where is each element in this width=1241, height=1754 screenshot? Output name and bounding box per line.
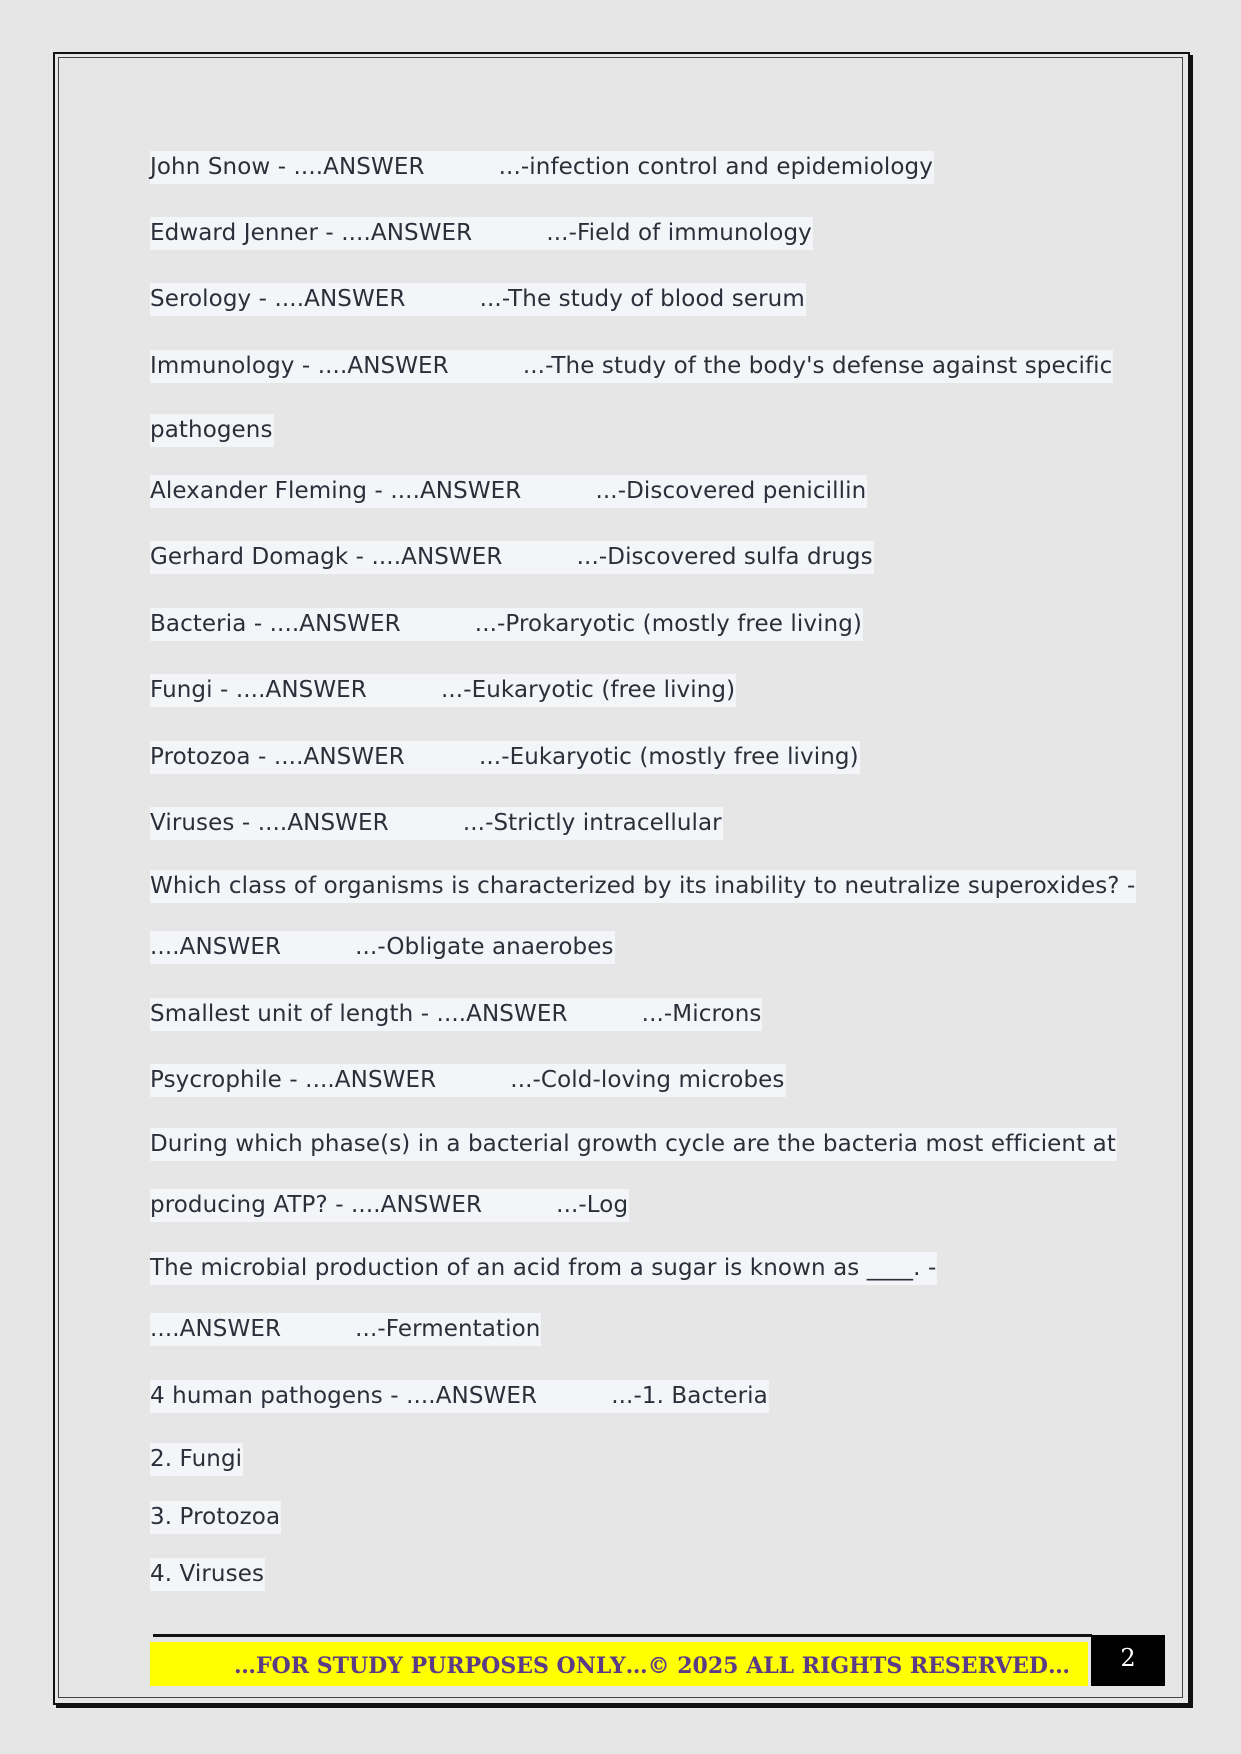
qa-line-serology: Serology - ....ANSWER ...-The study of blood serum [150,283,806,316]
qa-line-psycrophile: Psycrophile - ....ANSWER ...-Cold-loving microbes [150,1064,786,1097]
page-number: 2 [1091,1635,1165,1686]
footer-divider [153,1634,1092,1637]
qa-line-human-pathogens: 4 human pathogens - ....ANSWER ...-1. Bacteria [150,1380,769,1413]
qa-line-viruses: Viruses - ....ANSWER ...-Strictly intracellular [150,807,723,840]
qa-line-edward-jenner: Edward Jenner - ....ANSWER ...-Field of immunology [150,217,813,250]
qa-line-john-snow: John Snow - ....ANSWER ...-infection control and epidemiology [150,151,934,184]
footer-notice: …FOR STUDY PURPOSES ONLY…© 2025 ALL RIGHTS RESERVED… [150,1642,1088,1686]
list-item: 4. Viruses [150,1558,265,1591]
qa-line-smallest-unit: Smallest unit of length - ....ANSWER ...-Microns [150,998,762,1031]
list-item: 2. Fungi [150,1443,243,1476]
qa-line-immunology: Immunology - ....ANSWER ...-The study of the body's defense against specific [150,350,1113,383]
qa-line-growth-cycle-q: During which phase(s) in a bacterial growth cycle are the bacteria most efficient at [150,1128,1117,1161]
qa-line-superoxides-q: Which class of organisms is characterized by its inability to neutralize superoxides? - [150,870,1136,903]
qa-line-protozoa: Protozoa - ....ANSWER ...-Eukaryotic (mostly free living) [150,741,860,774]
qa-line-fungi: Fungi - ....ANSWER ...-Eukaryotic (free living) [150,674,736,707]
list-item: 3. Protozoa [150,1501,281,1534]
qa-line-immunology-cont: pathogens [150,414,274,447]
qa-line-gerhard-domagk: Gerhard Domagk - ....ANSWER ...-Discovered sulfa drugs [150,541,874,574]
qa-line-bacteria: Bacteria - ....ANSWER ...-Prokaryotic (mostly free living) [150,608,863,641]
qa-line-superoxides-a: ....ANSWER ...-Obligate anaerobes [150,931,615,964]
qa-line-alexander-fleming: Alexander Fleming - ....ANSWER ...-Discovered penicillin [150,475,867,508]
qa-line-growth-cycle-a: producing ATP? - ....ANSWER ...-Log [150,1189,629,1222]
qa-line-fermentation-q: The microbial production of an acid from a sugar is known as ____. - [150,1252,937,1285]
qa-line-fermentation-a: ....ANSWER ...-Fermentation [150,1313,541,1346]
